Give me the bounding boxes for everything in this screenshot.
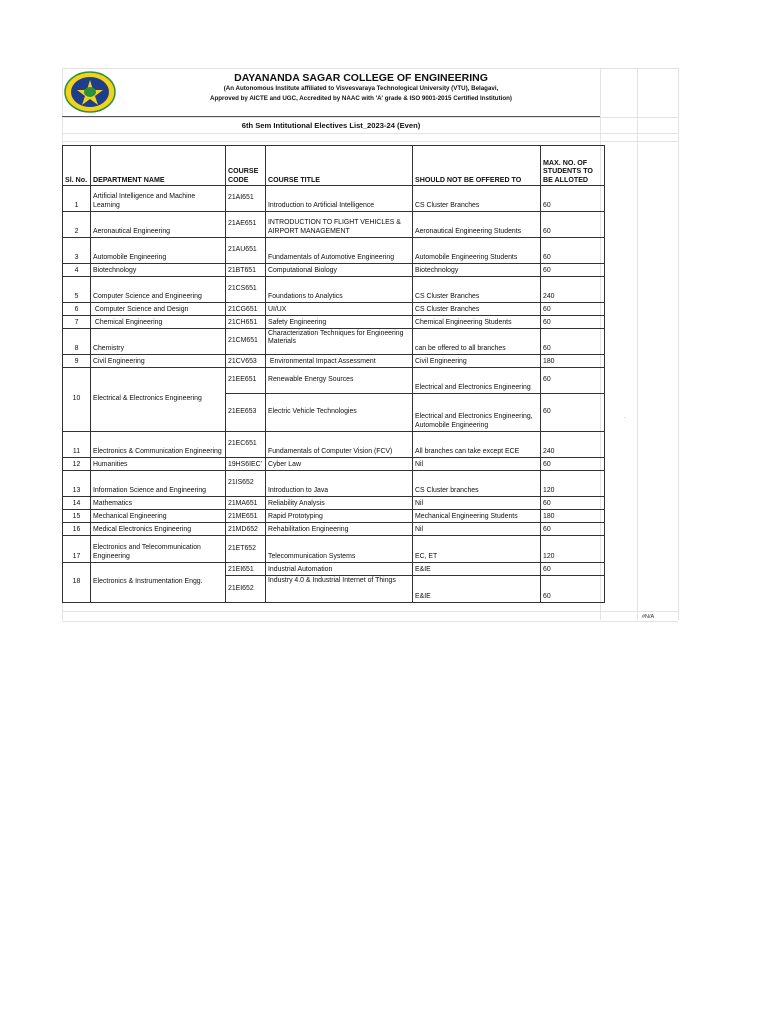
cell-not-offered: Nil xyxy=(413,523,541,536)
grid-line xyxy=(62,621,678,622)
table-row xyxy=(63,510,605,523)
cell-max: 60 xyxy=(541,563,605,576)
cell-not-offered: CS Cluster Branches xyxy=(413,277,541,303)
cell-sl: 17 xyxy=(63,536,91,563)
cell-not-offered: Nil xyxy=(413,458,541,471)
cell-code: 21EE653 xyxy=(226,394,266,432)
header-not-offered: SHOULD NOT BE OFFERED TO xyxy=(413,146,541,186)
cell-code: 21IS652 xyxy=(226,471,266,497)
cell-dept: Computer Science and Design xyxy=(91,303,226,316)
header-sl-no: Sl. No. xyxy=(63,146,91,186)
cell-title: Electric Vehicle Technologies xyxy=(266,394,413,432)
cell-max: 60 xyxy=(541,329,605,355)
cell-not-offered: can be offered to all branches xyxy=(413,329,541,355)
cell-sl: 4 xyxy=(63,264,91,277)
cell-not-offered: Aeronautical Engineering Students xyxy=(413,212,541,238)
cell-title: Fundamentals of Automotive Engineering xyxy=(266,238,413,264)
cell-max: 120 xyxy=(541,471,605,497)
cell-code: 21EE651 xyxy=(226,368,266,394)
cell-code: 21CG651 xyxy=(226,303,266,316)
cell-code: 19HS6IEC’ xyxy=(226,458,266,471)
cell-title: Computational Biology xyxy=(266,264,413,277)
affiliation-line: (An Autonomous Institute affiliated to Visvesvaraya Technological University (VTU), Belagavi, xyxy=(223,85,499,92)
cell-max: 60 xyxy=(541,303,605,316)
cell-sl: 9 xyxy=(63,355,91,368)
cell-sl: 10 xyxy=(63,368,91,432)
cell-dept: Chemistry xyxy=(91,329,226,355)
table-row xyxy=(63,238,605,264)
cell-not-offered: Mechanical Engineering Students xyxy=(413,510,541,523)
cell-sl: 13 xyxy=(63,471,91,497)
cell-title: Reliability Analysis xyxy=(266,497,413,510)
cell-max: 60 xyxy=(541,186,605,212)
cell-max: 60 xyxy=(541,316,605,329)
cell-title: Fundamentals of Computer Vision (FCV) xyxy=(266,432,413,458)
stray-mark: · xyxy=(624,415,626,421)
cell-dept: Electronics & Communication Engineering xyxy=(91,432,226,458)
table-row xyxy=(63,458,605,471)
cell-max: 60 xyxy=(541,576,605,603)
cell-not-offered: Civil Engineering xyxy=(413,355,541,368)
cell-dept: Computer Science and Engineering xyxy=(91,277,226,303)
cell-max: 60 xyxy=(541,394,605,432)
cell-not-offered: CS Cluster Branches xyxy=(413,186,541,212)
list-title: 6th Sem Intitutional Electives List_2023-24 (Even) xyxy=(241,121,421,130)
approval-line: Approved by AICTE and UGC, Accredited by NAAC with 'A' grade & ISO 9001-2015 Certified Institution) xyxy=(210,95,512,102)
table-row xyxy=(63,264,605,277)
cell-not-offered: CS Cluster Branches xyxy=(413,303,541,316)
grid-line xyxy=(62,117,678,118)
cell-title: Introduction to Java xyxy=(266,471,413,497)
header-max-students: MAX. NO. OF STUDENTS TO BE ALLOTED xyxy=(541,146,605,186)
cell-code: 21MD652 xyxy=(226,523,266,536)
cell-sl: 18 xyxy=(63,563,91,603)
grid-line xyxy=(637,68,638,620)
cell-title: Rehabilitation Engineering xyxy=(266,523,413,536)
cell-title: Renewable Energy Sources xyxy=(266,368,413,394)
table-row xyxy=(63,536,605,563)
cell-dept: Information Science and Engineering xyxy=(91,471,226,497)
cell-sl: 12 xyxy=(63,458,91,471)
cell-code: 21CV653 xyxy=(226,355,266,368)
cell-dept: Civil Engineering xyxy=(91,355,226,368)
grid-line xyxy=(62,611,678,612)
cell-code: 21EI651 xyxy=(226,563,266,576)
cell-not-offered: All branches can take except ECE xyxy=(413,432,541,458)
header-department: DEPARTMENT NAME xyxy=(91,146,226,186)
cell-title: Introduction to Artificial Intelligence xyxy=(266,186,413,212)
cell-sl: 6 xyxy=(63,303,91,316)
college-name: DAYANANDA SAGAR COLLEGE OF ENGINEERING xyxy=(234,72,488,84)
cell-title: Industrial Automation xyxy=(266,563,413,576)
table-row xyxy=(63,523,605,536)
cell-max: 60 xyxy=(541,523,605,536)
table-row xyxy=(63,303,605,316)
cell-dept: Automobile Engineering xyxy=(91,238,226,264)
cell-code: 21AI651 xyxy=(226,186,266,212)
cell-sl: 11 xyxy=(63,432,91,458)
cell-max: 180 xyxy=(541,355,605,368)
cell-dept: Medical Electronics Engineering xyxy=(91,523,226,536)
cell-sl: 5 xyxy=(63,277,91,303)
table-row xyxy=(63,432,605,458)
cell-title: INTRODUCTION TO FLIGHT VEHICLES & AIRPORT MANAGEMENT xyxy=(266,212,413,238)
cell-max: 240 xyxy=(541,277,605,303)
table-row xyxy=(63,329,605,355)
cell-title: Industry 4.0 & Industrial Internet of Things xyxy=(266,576,413,603)
cell-not-offered: Nil xyxy=(413,497,541,510)
cell-sl: 8 xyxy=(63,329,91,355)
cell-sl: 2 xyxy=(63,212,91,238)
cell-title: UI/UX xyxy=(266,303,413,316)
table-row xyxy=(63,471,605,497)
cell-not-offered: CS Cluster branches xyxy=(413,471,541,497)
cell-code: 21CM651 xyxy=(226,329,266,355)
cell-code: 21CS651 xyxy=(226,277,266,303)
table-row xyxy=(63,277,605,303)
cell-dept: Electronics & Instrumentation Engg. xyxy=(91,563,226,603)
cell-max: 60 xyxy=(541,264,605,277)
grid-line xyxy=(62,133,678,134)
cell-not-offered: Electrical and Electronics Engineering xyxy=(413,368,541,394)
cell-title: Characterization Techniques for Engineering Materials xyxy=(266,329,413,355)
cell-code: 21MA651 xyxy=(226,497,266,510)
cell-title: Rapid Prototyping xyxy=(266,510,413,523)
cell-code: 21BT651 xyxy=(226,264,266,277)
cell-sl: 3 xyxy=(63,238,91,264)
table-row xyxy=(63,368,605,394)
cell-max: 60 xyxy=(541,497,605,510)
cell-dept: Humanities xyxy=(91,458,226,471)
cell-dept: Chemical Engineering xyxy=(91,316,226,329)
cell-title: Cyber Law xyxy=(266,458,413,471)
cell-code: 21AE651 xyxy=(226,212,266,238)
cell-dept: Mathematics xyxy=(91,497,226,510)
cell-title: Foundations to Analytics xyxy=(266,277,413,303)
table-row xyxy=(63,497,605,510)
grid-line xyxy=(678,68,679,620)
cell-not-offered: E&IE xyxy=(413,576,541,603)
cell-code: 21CH651 xyxy=(226,316,266,329)
cell-dept: Aeronautical Engineering xyxy=(91,212,226,238)
cell-dept: Electrical & Electronics Engineering xyxy=(91,368,226,432)
table-row xyxy=(63,563,605,576)
cell-code: 21EC651 xyxy=(226,432,266,458)
cell-code: 21AU651 xyxy=(226,238,266,264)
cell-dept: Mechanical Engineering xyxy=(91,510,226,523)
cell-title: Safety Engineering xyxy=(266,316,413,329)
cell-sl: 1 xyxy=(63,186,91,212)
college-logo-icon xyxy=(64,71,116,113)
header-course-title: COURSE TITLE xyxy=(266,146,413,186)
cell-not-offered: Chemical Engineering Students xyxy=(413,316,541,329)
cell-dept: Artificial Intelligence and Machine Learning xyxy=(91,186,226,212)
cell-code: 21EI652 xyxy=(226,576,266,603)
cell-max: 60 xyxy=(541,238,605,264)
cell-sl: 7 xyxy=(63,316,91,329)
table-row xyxy=(63,355,605,368)
cell-title: Environmental Impact Assessment xyxy=(266,355,413,368)
cell-code: 21ME651 xyxy=(226,510,266,523)
table-row xyxy=(63,316,605,329)
header-course-code: COURSE CODE xyxy=(226,146,266,186)
cell-not-offered: Automobile Engineering Students xyxy=(413,238,541,264)
cell-not-offered: Biotechnology xyxy=(413,264,541,277)
cell-title: Telecommunication Systems xyxy=(266,536,413,563)
cell-not-offered: Electrical and Electronics Engineering, Automobile Engineering xyxy=(413,394,541,432)
table-row xyxy=(63,212,605,238)
divider xyxy=(62,116,600,117)
cell-not-offered: E&IE xyxy=(413,563,541,576)
cell-max: 60 xyxy=(541,212,605,238)
cell-sl: 16 xyxy=(63,523,91,536)
cell-dept: Biotechnology xyxy=(91,264,226,277)
cell-dept: Electronics and Telecommunication Engineering xyxy=(91,536,226,563)
cell-max: 120 xyxy=(541,536,605,563)
electives-table xyxy=(62,145,605,603)
cell-not-offered: EC, ET xyxy=(413,536,541,563)
table-row xyxy=(63,186,605,212)
cell-max: 60 xyxy=(541,368,605,394)
cell-code: 21ET652 xyxy=(226,536,266,563)
grid-line xyxy=(62,141,678,142)
cell-sl: 14 xyxy=(63,497,91,510)
cell-max: 60 xyxy=(541,458,605,471)
na-cell-value: #N/A xyxy=(642,614,655,620)
document-header xyxy=(62,68,600,116)
cell-sl: 15 xyxy=(63,510,91,523)
table-header-row xyxy=(63,146,605,186)
cell-max: 180 xyxy=(541,510,605,523)
cell-max: 240 xyxy=(541,432,605,458)
